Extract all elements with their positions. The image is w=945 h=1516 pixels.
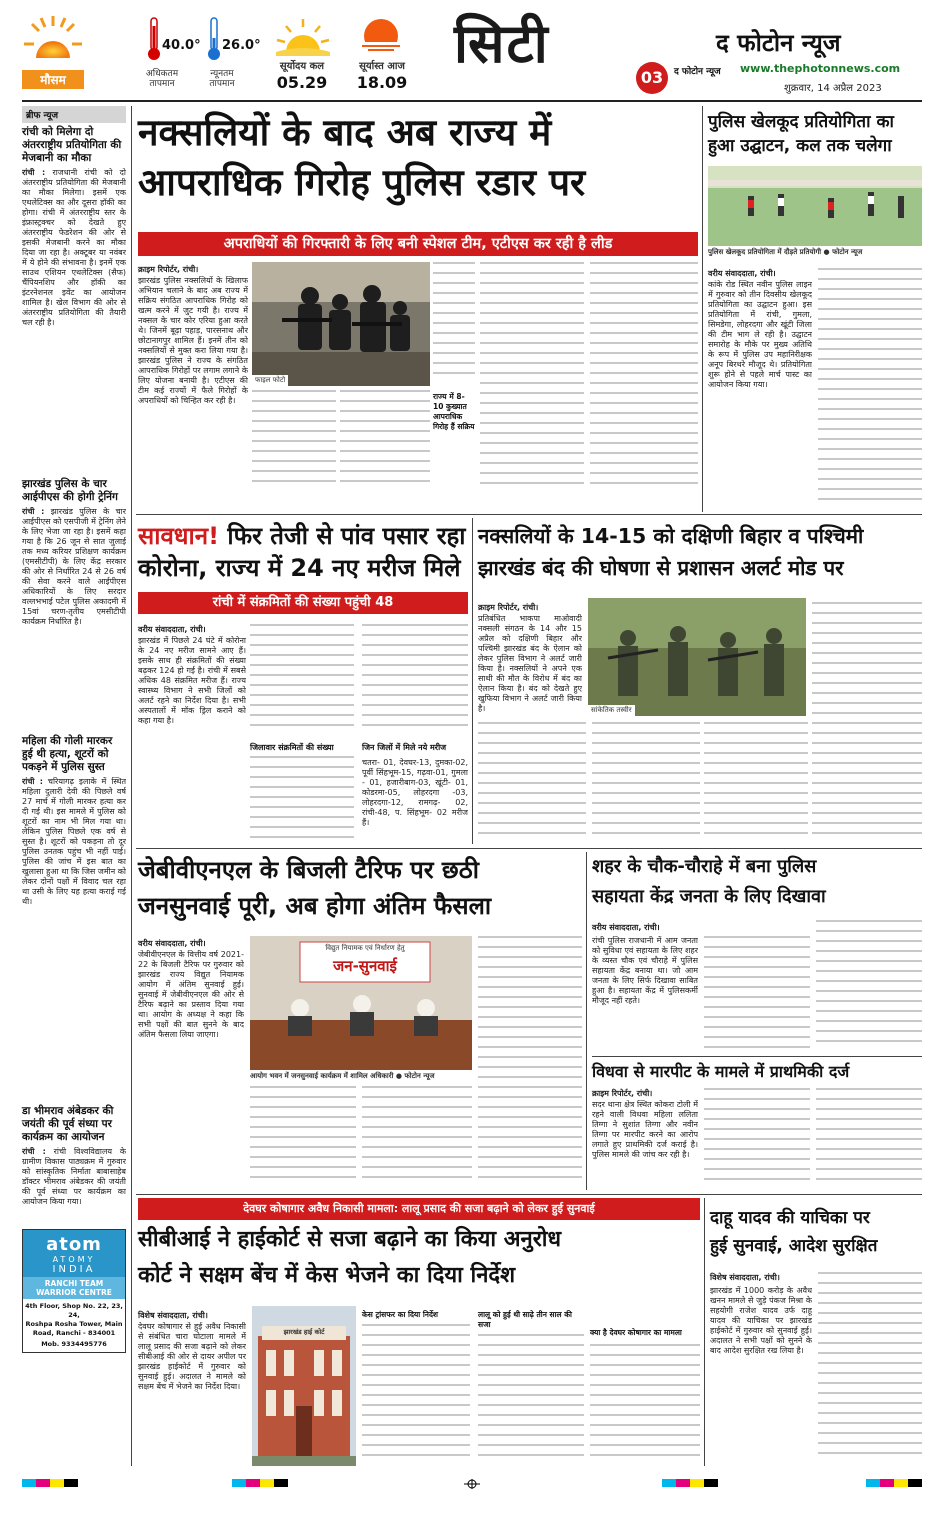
- lead-byline: क्राइम रिपोर्टर, रांची।: [138, 265, 199, 274]
- sun-icon: [22, 14, 84, 66]
- lalu-headline: सीबीआई ने हाईकोर्ट से सजा बढ़ाने का किया अनुरोध कोर्ट ने सक्षम बेंच में केस भेजने का दिया निर्देश: [138, 1227, 561, 1288]
- tariff-byline: वरीय संवाददाता, रांची।: [138, 939, 206, 948]
- sunset-time: 18.09: [356, 73, 408, 92]
- lead-body-col-2: [252, 390, 336, 490]
- site-brand: द फोटोन न्यूज: [674, 67, 721, 77]
- widow-body: सदर थाना क्षेत्र स्थित कोकरा टोली में रहने वाली विधवा महिला ललिता तिग्गा ने सुशांत तिग्गा और नवीन तिग्गा पर मारपीट करने का आरोप लगाते हुए प्राथमिकी दर्ज कराई है। पुलिस मामले की जांच कर रही है।: [592, 1100, 698, 1159]
- brief-4-body: रांची : रांची विश्वविद्यालय के ग्रामीण विकास पाठ्यक्रम में गुरुवार को सांस्कृतिक निर्माता बाबासाहेब डॉक्टर भीमराव अंबेडकर की जयंती की पूर्व संध्या पर कार्यक्रम का आयोजन किया गया।: [22, 1147, 126, 1206]
- tariff-body-col-2: [250, 1086, 356, 1190]
- tariff-caption: आयोग भवन में जनसुनवाई कार्यक्रम में शामिल अधिकारी ● फोटोन न्यूज: [250, 1072, 435, 1080]
- masthead: [0, 0, 945, 100]
- corona-sub-2: जिन जिलों में मिले नये मरीज: [362, 743, 447, 752]
- sports-body-col-2: [818, 268, 922, 510]
- widow-byline: क्राइम रिपोर्टर, रांची।: [592, 1089, 653, 1098]
- lead-body-col-3: [340, 390, 430, 490]
- lalu-byline: विशेष संवाददाता, रांची।: [138, 1311, 208, 1320]
- chowk-body: रांची पुलिस राजधानी में आम जनता को सुविधा एवं सहायता के लिए शहर के व्यस्त चौक एवं चौराहे में पुलिस सहायता केंद्र बनाया था। जो आम जनता के लिए सिर्फ दिखावा साबित हुआ है। सहायता केंद्र में पुलिसकर्मी मौजूद नहीं रहते।: [592, 936, 698, 1005]
- bandh-photo-caption: सांकेतिक तस्वीर: [588, 705, 635, 716]
- widow-body-col-2: [704, 1088, 810, 1190]
- bandh-body-col-3b: [704, 722, 808, 844]
- weather-block: [22, 14, 92, 94]
- brief-3-body: रांची : चरियागढ़ इलाके में स्थित महिला दुलारी देवी की पिछले वर्ष 27 मार्च में गोली मारकर हत्या कर दी गई थी। इस मामले में पुलिस को शूटरों का नाम भी मिल गया था। लेकिन पुलिस पिछले एक वर्ष से सुस्त है। शूटरों को पकड़ना तो दूर पुलिस उनतक पहुंच भी नहीं पाई। पुलिस की जांच में इस बात का खुलासा हुआ था कि जिस जमीन को लेकर दोनों पक्षों में विवाद चल रहा था उसी के लिए यह हत्या कराई गई थी।: [22, 777, 126, 906]
- corona-body-col-3: [250, 756, 354, 846]
- row-2-rule: [136, 848, 922, 849]
- ad-brand-box: atom ATOMY INDIA: [23, 1230, 125, 1277]
- chowk-byline: वरीय संवाददाता, रांची।: [592, 923, 660, 932]
- tariff-body-col-4: [478, 936, 582, 1190]
- brief-news-tag: ब्रीफ न्यूज: [22, 106, 126, 123]
- lalu-body-col-4: [478, 1334, 584, 1466]
- ad-team: RANCHI TEAM WARRIOR CENTRE: [23, 1277, 125, 1299]
- chowk-body-col-3: [816, 920, 922, 1052]
- bandh-headline: नक्सलियों के 14-15 को दक्षिणी बिहार व पश्चिमी झारखंड बंद की घोषणा से प्रशासन अलर्ट मोड पर: [478, 524, 864, 580]
- corona-body: झारखंड में पिछले 24 घंटे में कोरोना के 24 नए मरीज सामने आए हैं। इसके साथ ही संक्रमितों की संख्या बढ़कर 124 हो गई है। रांची में सबसे अधिक 48 संक्रमित मरीज हैं। राज्य स्वास्थ्य विभाग ने सभी जिलों को अलर्ट रहने का निर्देश दिया है। सभी अस्पतालों में मॉक ड्रिल कराने को कहा गया है।: [138, 636, 246, 725]
- lalu-body: देवघर कोषागार से हुई अवैध निकासी से संबंधित चारा घोटाला मामले में लालू प्रसाद की सजा बढ़ाने को लेकर सीबीआई की ओर से दायर अपील पर झारखंड हाईकोर्ट में गुरुवार को सुनवाई हुई। अदालत ने मामले को सक्षम बेंच में भेजने का निर्देश दिया।: [138, 1322, 246, 1391]
- tariff-banner-line-2: जन-सुनवाई: [333, 957, 397, 975]
- sidebar-divider: [131, 106, 132, 1466]
- brief-news-column: [22, 106, 126, 1466]
- row-3-rule: [136, 1194, 922, 1195]
- bandh-photo: [588, 598, 806, 716]
- bandh-body-col-3: [592, 722, 700, 844]
- brief-4-headline: डा भीमराव अंबेडकर की जयंती की पूर्व संध्या पर कार्यक्रम का आयोजन: [22, 1105, 114, 1143]
- tariff-divider: [586, 852, 587, 1190]
- brief-1-body: रांची : राजधानी रांची को दो अंतरराष्ट्रीय प्रतियोगिता की मेजबानी का मौका मिलेगा। इसमें एक एथलेटिक्स का और दूसरा हॉकी का होगा। रांची में अंतरराष्ट्रीय स्तर के इंफ्रास्ट्रक्चर को देखते हुए अंतरराष्ट्रीय फेडरेशन की ओर से इसकी मेजबानी करने का मौका दिया जा रहा है। अक्टूबर या नवंबर में ये होने की संभावना है। इनमें एक साउथ एशियन एथलेटिक्स (सैफ) चैंपियनशिप और हॉकी का इंटरनेशनल इवेंट का आयोजन शामिल है। खेल विभाग की ओर से अंतरराष्ट्रीय प्रतियोगिता की तैयारी चल रही है।: [22, 168, 126, 327]
- sunrise-icon: [272, 18, 334, 60]
- row-1-rule: [136, 514, 922, 515]
- sports-body: कांके रोड स्थित नवीन पुलिस लाइन में गुरुवार को तीन दिवसीय खेलकूद प्रतियोगिता का उद्घाटन हुआ। इस प्रतियोगिता में रांची, गुमला, सिमडेगा, लोहरदगा और खूंटी जिला की टीम भाग ले रही है। उद्घाटन समारोह के मौके पर मुख्य अतिथि के रूप में पुलिस उप महानिरीक्षक अनूप बिरथरे मौजूद थे। प्रतियोगिता शुरू होने से पहले मार्च पास्ट का आयोजन किया गया।: [708, 280, 812, 389]
- lalu-body-col-3: [362, 1324, 470, 1466]
- bandh-body-col-4: [812, 602, 922, 844]
- lalu-body-col-5: [590, 1344, 700, 1466]
- min-temp-label: न्यूनतम तापमान: [209, 69, 235, 89]
- corona-districts: चतरा- 01, देवघर-13, दुमका-02, पूर्वी सिंहभूम-15, गढ़वा-01, गुमला - 01, हजारीबाग-03, खूंटी- 01, कोडरमा-05, लोहरदगा -03, लोहरदगा-12, रामगढ़- 02, रांची-48, प. सिंहभूम- 02 मरीज हैं।: [362, 758, 468, 827]
- lalu-redbar: देवघर कोषागार अवैध निकासी मामला: लालू प्रसाद की सजा बढ़ाने को लेकर हुई सुनवाई: [138, 1198, 700, 1220]
- masthead-rule: [22, 100, 922, 102]
- lead-side-note-text: राज्य में 8-10 कुख्यात आपराधिक गिरोह हैं सक्रिय: [433, 392, 475, 431]
- bandh-byline: क्राइम रिपोर्टर, रांची।: [478, 603, 539, 612]
- lalu-sub-1: केस ट्रांसफर का दिया निर्देश: [362, 1310, 439, 1319]
- court-photo-label: झारखंड हाई कोर्ट: [283, 1328, 325, 1336]
- corona-body-col-2: [250, 624, 354, 734]
- lalu-sub-2: लालू को हुई थी साढ़े तीन साल की सजा: [478, 1310, 572, 1329]
- lalu-sub-3: क्या है देवघर कोषागार का मामला: [590, 1328, 682, 1337]
- corona-byline: वरीय संवाददाता, रांची।: [138, 625, 206, 634]
- lead-redbar: अपराधियों की गिरफ्तारी के लिए बनी स्पेशल टीम, एटीएस कर रही है लीड: [138, 232, 698, 256]
- max-temp-label: अधिकतम तापमान: [145, 69, 179, 89]
- brief-2-headline: झारखंड पुलिस के चार आईपीएस की होगी ट्रेनिंग: [22, 478, 118, 503]
- tariff-headline: जेबीवीएनएल के बिजली टैरिफ पर छठी जनसुनवाई पूरी, अब होगा अंतिम फैसला: [138, 856, 492, 920]
- lead-side-note: [433, 262, 475, 386]
- bandh-body-col-2: [478, 722, 586, 844]
- sports-headline: पुलिस खेलकूद प्रतियोगिता का हुआ उद्घाटन, कल तक चलेगा: [708, 112, 894, 156]
- newspaper-brand: द फोटोन न्यूज: [716, 29, 841, 57]
- sunrise-time: 05.29: [276, 73, 328, 92]
- sports-byline: वरीय संवाददाता, रांची।: [708, 269, 776, 278]
- issue-date: शुक्रवार, 14 अप्रैल 2023: [784, 83, 882, 94]
- page-number: 03: [636, 62, 668, 94]
- daahu-byline: विशेष संवाददाता, रांची।: [710, 1273, 780, 1282]
- widow-body-col-3: [816, 1088, 922, 1190]
- sunset-icon: [354, 16, 408, 60]
- sports-caption: पुलिस खेलकूद प्रतियोगिता में दौड़ते प्रतियोगी ● फोटोन न्यूज: [708, 248, 863, 256]
- corona-body-col-4: [362, 624, 468, 734]
- max-temp: 40.0°: [162, 38, 201, 53]
- ad-address: 4th Floor, Shop No. 22, 23, 24, Roshpa Rosha Tower, Main Road, Ranchi - 834001 Mob. 9334495776: [25, 1302, 123, 1348]
- print-color-bar: [22, 1474, 922, 1484]
- sunset-label: सूर्यास्त आज: [359, 61, 405, 72]
- chowk-body-col-2: [704, 936, 810, 1052]
- lead-body-col-1: झारखंड पुलिस नक्सलियों के खिलाफ अभियान चलाने के बाद अब राज्य में सक्रिय संगठित आपराधिक गिरोह को खत्म करने में जुट गयी है। राज्य में नक्सल के चार कोर एरिया हुआ करते थे। जिनमें बूढ़ा पहाड़, पारसनाथ और छोटानागपुर शामिल हैं। इनमें तीन को नक्सलियों से मुक्त करा लिया गया है। झारखंड पुलिस ने राज्य के संगठित आपराधिक गिरोहों पर लगाम लगाने के लिए योजना बनायी है। एटीएस की टीम कई राज्यों में फैले गिरोहों के अपराधियों को चिन्हित कर रही है।: [138, 276, 248, 405]
- atomy-ad[interactable]: [22, 1229, 126, 1353]
- bandh-body: प्रतिबंधित भाकपा माओवादी नक्सली संगठन के 14 और 15 अप्रैल को दक्षिणी बिहार और पश्चिमी झारखंड बंद के ऐलान को लेकर पुलिस विभाग ने अलर्ट जारी किया है। नक्सलियों ने अपने एक साथी की मौत के विरोध में बंद का ऐलान किया है। बंद को देखते हुए खुफिया विभाग ने अलर्ट जारी किया है।: [478, 614, 582, 713]
- widow-rule: [592, 1056, 922, 1057]
- brief-2-body: रांची : झारखंड पुलिस के चार आईपीएस को एसपीजी में ट्रेनिंग लेने के लिए भेजा जा रहा है। इसमें कहा गया है कि 26 जून से सात जुलाई तक मध्य करियर प्रशिक्षण कार्यक्रम (एमसीटीपी) के लिए केंद्र सरकार की ओर से निर्धारित 24 से 26 वर्ष की सेवा करने वाले आईपीएस अधिकारियों के लिए सरदार वल्लभभाई पटेल पुलिस अकादमी में 15वां चरण-तृतीय एमसीटीपी कार्यक्रम निर्धारित है।: [22, 507, 126, 626]
- mausam-label: मौसम: [22, 70, 84, 89]
- widow-headline: विधवा से मारपीट के मामले में प्राथमिकी दर्ज: [592, 1062, 850, 1081]
- thermometer-hot-icon: [146, 16, 162, 66]
- tariff-body: जेबीवीएनएल के वित्तीय वर्ष 2021-22 के बिजली टैरिफ पर गुरुवार को झारखंड राज्य विद्युत नियामक आयोग में अंतिम सुनवाई हुई। सुनवाई में जेबीवीएनएल की ओर से टैरिफ बढ़ाने का प्रस्ताव दिया गया था। आयोग के अध्यक्ष ने कहा कि सभी पक्षों की बात सुनने के बाद अंतिम फैसला लिया जाएगा।: [138, 950, 244, 1039]
- lead-headline: नक्सलियों के बाद अब राज्य में आपराधिक गिरोह पुलिस रडार पर: [138, 111, 586, 204]
- corona-divider: [472, 518, 473, 844]
- corona-headline: सावधान! फिर तेजी से पांव पसार रहा कोरोना, राज्य में 24 नए मरीज मिले: [138, 522, 466, 582]
- thermometer-cold-icon: [206, 16, 222, 66]
- lead-photo: [252, 262, 430, 386]
- lead-photo-caption: फाइल फोटो: [252, 375, 288, 386]
- lead-body-col-5: [590, 262, 698, 492]
- daahu-body-col-2: [818, 1272, 922, 1466]
- brief-1-headline: रांची को मिलेगा दो अंतरराष्ट्रीय प्रतियोगिता की मेजबानी का मौका: [22, 126, 122, 164]
- tariff-photo: [250, 936, 472, 1070]
- sunrise-label: सूर्योदय कल: [279, 61, 325, 72]
- chowk-headline: शहर के चौक-चौराहे में बना पुलिस सहायता केंद्र जनता के लिए दिखावा: [592, 856, 826, 907]
- tariff-body-col-3: [362, 1086, 472, 1190]
- website-link[interactable]: www.thephotonnews.com: [740, 62, 901, 75]
- sports-photo: [708, 166, 922, 246]
- corona-sub-1: जिलावार संक्रमितों की संख्या: [250, 743, 334, 752]
- min-temp: 26.0°: [222, 38, 261, 53]
- court-photo: [252, 1306, 356, 1466]
- lalu-divider: [704, 1198, 705, 1466]
- daahu-headline: दाहू यादव की याचिका पर हुई सुनवाई, आदेश सुरक्षित: [710, 1208, 878, 1256]
- lead-body-col-4: [480, 262, 584, 492]
- tariff-banner-line-1: विद्युत नियामक एवं निर्धारण हेतु: [325, 944, 405, 952]
- daahu-body: झारखंड में 1000 करोड़ के अवैध खनन मामले से जुड़े पंकज मिश्रा के सहयोगी राजेश यादव उर्फ दाहू यादव की याचिका पर झारखंड हाईकोर्ट में गुरुवार को सुनवाई हुई। अदालत ने सभी पक्षों को सुनने के बाद आदेश सुरक्षित रख लिया है।: [710, 1286, 812, 1355]
- lead-right-divider: [702, 106, 703, 512]
- section-title: सिटी: [454, 12, 550, 75]
- brief-3-headline: महिला की गोली मारकर हुई थी हत्या, शूटरों को पकड़ने में पुलिस सुस्त: [22, 735, 113, 773]
- corona-redbar: रांची में संक्रमितों की संख्या पहुंची 48: [138, 592, 468, 614]
